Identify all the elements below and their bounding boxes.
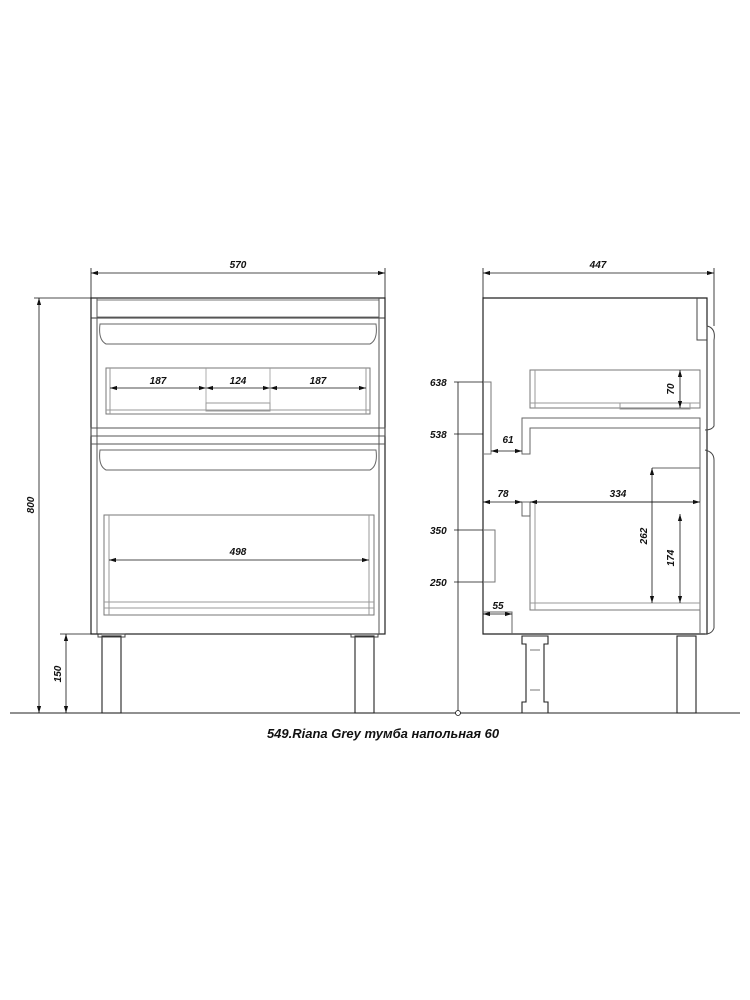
side-leg-front xyxy=(677,636,696,713)
front-leg-left xyxy=(102,636,121,713)
dim-top-offset: 61 xyxy=(502,435,514,446)
dim-bottom-depth: 334 xyxy=(609,489,627,500)
drawing-caption: 549.Riana Grey тумба напольная 60 xyxy=(266,726,500,741)
dim-bottom-inner-height: 174 xyxy=(666,549,677,567)
dim-compartment-right: 187 xyxy=(309,376,327,387)
side-top-drawer-front xyxy=(697,298,714,430)
front-leg-right xyxy=(355,636,374,713)
bottom-drawer-front xyxy=(100,450,377,470)
front-view xyxy=(91,298,385,713)
side-dimensions xyxy=(454,268,714,716)
side-cabinet-body xyxy=(483,298,707,634)
dim-plinth-offset: 55 xyxy=(492,601,504,612)
front-cabinet-body xyxy=(91,298,385,634)
front-dimensions xyxy=(34,268,385,713)
front-dimension-labels xyxy=(26,260,327,682)
dim-bottom-offset: 78 xyxy=(497,489,509,500)
side-leg-back xyxy=(522,636,548,713)
dim-leg-height: 150 xyxy=(53,665,64,683)
level-350: 350 xyxy=(430,526,447,537)
dim-overall-width: 570 xyxy=(229,260,247,271)
side-dimension-labels xyxy=(429,260,677,612)
dim-overall-depth: 447 xyxy=(589,260,607,271)
side-bottom-drawer-front xyxy=(705,450,714,634)
dim-compartment-left: 187 xyxy=(149,376,167,387)
dim-compartment-middle: 124 xyxy=(229,376,247,387)
dim-bottom-drawer-height: 262 xyxy=(639,527,650,545)
level-538: 538 xyxy=(430,430,447,441)
dim-top-drawer-height: 70 xyxy=(666,383,677,395)
dim-bottom-drawer-width: 498 xyxy=(229,547,247,558)
level-250: 250 xyxy=(430,578,447,589)
level-638: 638 xyxy=(430,378,447,389)
dim-overall-height: 800 xyxy=(26,496,37,514)
top-drawer-front xyxy=(100,324,377,344)
side-view xyxy=(483,298,714,713)
